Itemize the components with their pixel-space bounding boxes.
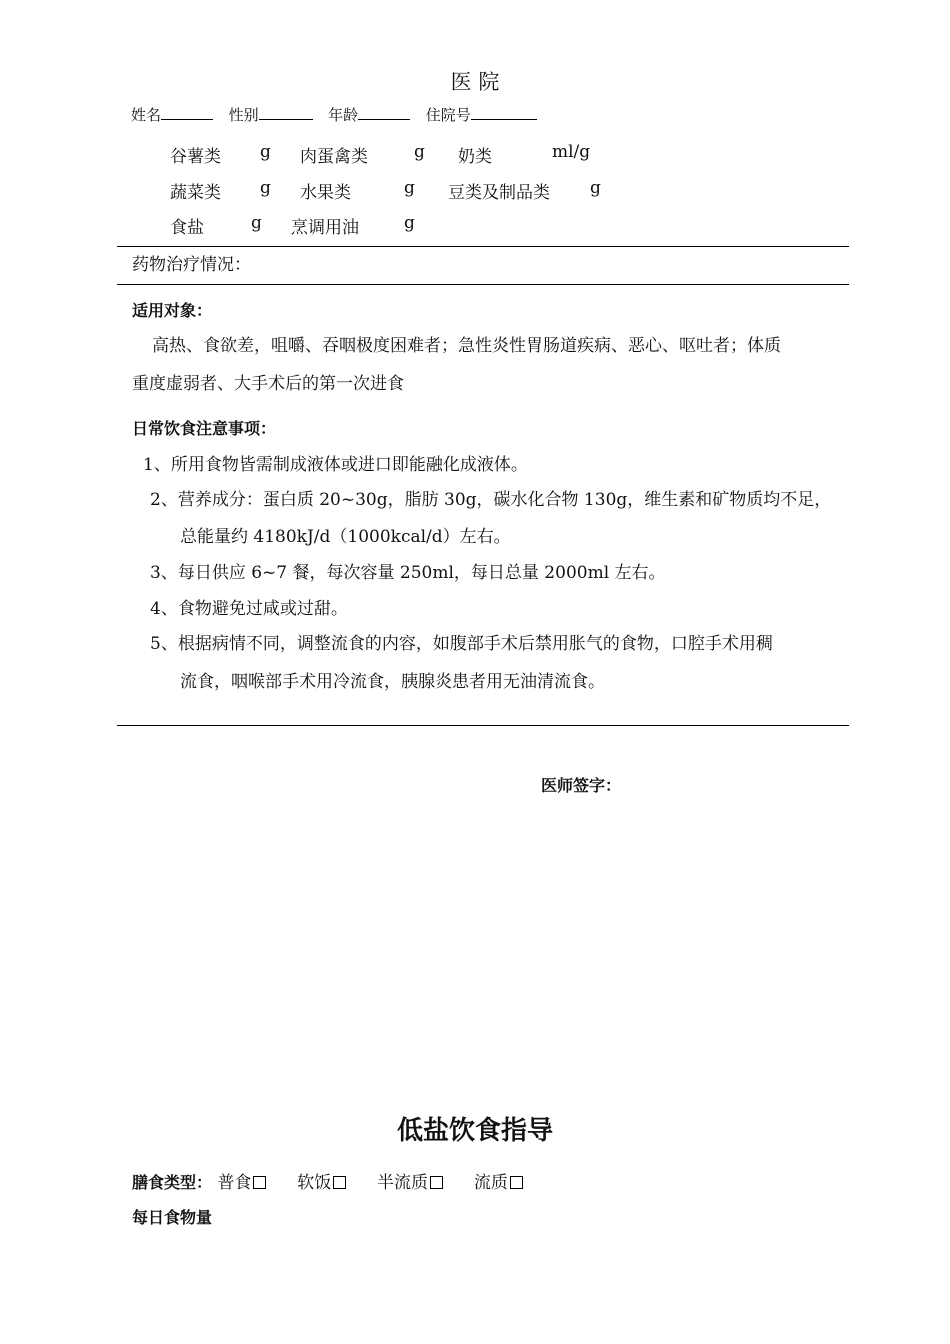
applicable-text-line: 高热、食欲差，咀嚼、吞咽极度困难者；急性炎性胃肠道疾病、恶心、呕吐者；体质 <box>152 336 781 356</box>
divider <box>117 725 849 726</box>
food-oil-unit: g <box>404 213 415 233</box>
applicable-heading: 适用对象： <box>132 301 213 320</box>
food-beans-label: 豆类及制品类 <box>448 183 550 203</box>
note-item-2-continued: 总能量约 4180kJ/d（1000kcal/d）左右。 <box>180 527 511 547</box>
checkbox-icon[interactable] <box>333 1176 346 1189</box>
food-grains-label: 谷薯类 <box>170 147 221 167</box>
medication-label: 药物治疗情况： <box>132 255 251 275</box>
checkbox-icon[interactable] <box>253 1176 266 1189</box>
food-salt-label: 食盐 <box>170 218 204 238</box>
note-item-4: 4、食物避免过咸或过甜。 <box>150 599 348 619</box>
age-field[interactable] <box>358 105 410 120</box>
note-item-3: 3、每日供应 6~7 餐，每次容量 250ml，每日总量 2000ml 左右。 <box>150 563 666 583</box>
food-meat-unit: g <box>414 142 425 162</box>
name-field[interactable] <box>161 105 213 120</box>
diet-type-row <box>132 1168 523 1193</box>
page-title: 低盐饮食指导 <box>396 1116 553 1146</box>
food-vegetables-label: 蔬菜类 <box>170 183 221 203</box>
name-label: 姓名 <box>131 106 162 124</box>
divider <box>117 284 849 285</box>
food-oil-label: 烹调用油 <box>291 218 359 238</box>
diet-option-liquid[interactable]: 流质 <box>474 1173 523 1193</box>
admission-number-field[interactable] <box>471 105 537 120</box>
age-label: 年龄 <box>328 106 359 124</box>
checkbox-icon[interactable] <box>430 1176 443 1189</box>
food-dairy-unit: ml/g <box>552 142 591 162</box>
food-fruit-unit: g <box>404 178 415 198</box>
note-item-5-continued: 流食，咽喉部手术用冷流食，胰腺炎患者用无油清流食。 <box>180 672 605 692</box>
food-meat-label: 肉蛋禽类 <box>300 147 368 167</box>
diet-option-soft[interactable]: 软饭 <box>297 1173 346 1193</box>
doctor-signature-label: 医师签字： <box>541 776 622 795</box>
diet-type-label: 膳食类型： <box>132 1173 213 1192</box>
note-item-1: 1、所用食物皆需制成液体或进口即能融化成液体。 <box>143 455 528 475</box>
food-salt-unit: g <box>251 213 262 233</box>
note-item-2: 2、营养成分：蛋白质 20~30g，脂肪 30g，碳水化合物 130g，维生素和矿物质均不足， <box>150 490 832 510</box>
food-vegetables-unit: g <box>260 178 271 198</box>
admission-number-label: 住院号 <box>425 106 471 124</box>
food-beans-unit: g <box>590 178 601 198</box>
diet-option-regular[interactable]: 普食 <box>217 1173 266 1193</box>
hospital-title: 医 院 <box>450 70 500 94</box>
food-dairy-label: 奶类 <box>458 147 492 167</box>
checkbox-icon[interactable] <box>510 1176 523 1189</box>
diet-option-semi-liquid[interactable]: 半流质 <box>377 1173 443 1193</box>
notes-heading: 日常饮食注意事项： <box>132 419 277 438</box>
divider <box>117 246 849 247</box>
note-item-5: 5、根据病情不同，调整流食的内容，如腹部手术后禁用胀气的食物，口腔手术用稠 <box>150 634 773 654</box>
gender-field[interactable] <box>259 105 313 120</box>
gender-label: 性别 <box>228 106 259 124</box>
applicable-text-line: 重度虚弱者、大手术后的第一次进食 <box>132 374 404 394</box>
food-fruit-label: 水果类 <box>300 183 351 203</box>
food-grains-unit: g <box>260 142 271 162</box>
daily-amount-label: 每日食物量 <box>132 1208 213 1227</box>
patient-info-row <box>131 104 537 125</box>
